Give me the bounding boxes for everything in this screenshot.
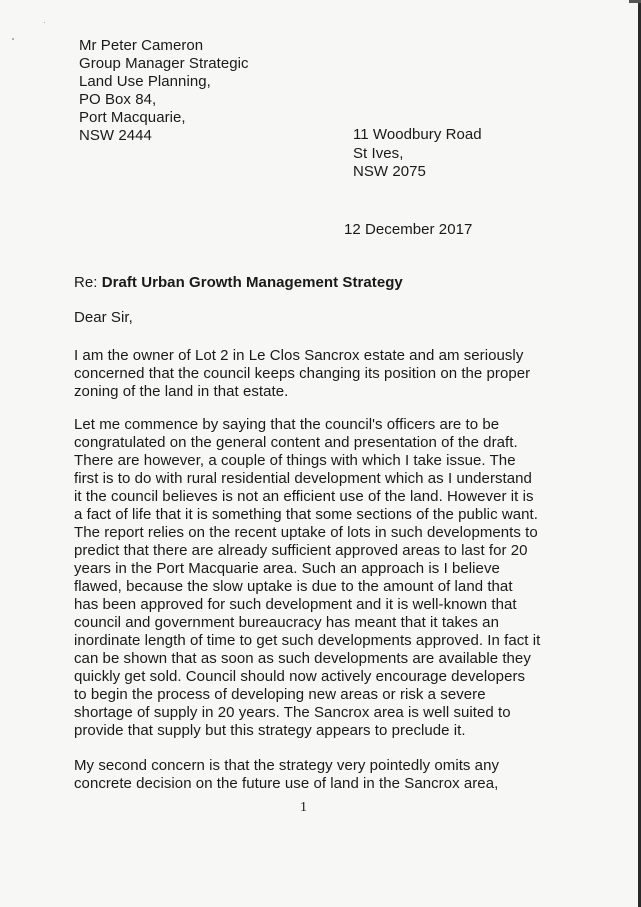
paragraph-line: first is to do with rural residential development which as I understand [74,470,532,487]
paragraph-line: to begin the process of developing new areas or risk a severe [74,686,486,703]
paragraph-line: concrete decision on the future use of land in the Sancrox area, [74,775,499,792]
paragraph-line: I am the owner of Lot 2 in Le Clos Sancrox estate and am seriously [74,347,524,364]
paragraph-line: shortage of supply in 20 years. The Sancrox area is well suited to [74,704,511,721]
subject-line [74,274,403,291]
paragraph-line: a fact of life that it is something that some sections of the public want. [74,506,538,523]
letter-date: 12 December 2017 [344,221,473,238]
scan-speck [12,38,14,40]
page-edge-corner [629,0,641,3]
paragraph-line: flawed, because the slow uptake is due to the amount of land that [74,578,513,595]
paragraph-line: council and government bureaucracy has meant that it takes an [74,614,499,631]
paragraph-line: There are however, a couple of things with which I take issue. The [74,452,516,469]
recipient-line: PO Box 84, [79,91,157,108]
sender-line: St Ives, [353,145,404,162]
paragraph-line: My second concern is that the strategy very pointedly omits any [74,757,500,774]
sender-line: 11 Woodbury Road [353,126,482,143]
paragraph-line: years in the Port Macquarie area. Such an approach is I believe [74,560,500,577]
paragraph-line: concerned that the council keeps changing its position on the proper [74,365,531,382]
paragraph-line: zoning of the land in that estate. [74,383,289,400]
recipient-line: Land Use Planning, [79,73,211,90]
page-number: 1 [300,800,307,815]
recipient-line: Mr Peter Cameron [79,37,204,54]
paragraph-line: quickly get sold. Council should now actively encourage developers [74,668,526,685]
paragraph-line: The report relies on the recent uptake of lots in such developments to [74,524,538,541]
recipient-line: NSW 2444 [79,127,152,144]
recipient-line: Group Manager Strategic [79,55,249,72]
paragraph-line: has been approved for such development and it is well-known that [74,596,517,613]
paragraph-line: predict that there are already sufficient approved areas to last for 20 [74,542,528,559]
paragraph-line: inordinate length of time to get such developments approved. In fact it [74,632,541,649]
paragraph-line: Let me commence by saying that the council's officers are to be [74,416,500,433]
subject-prefix: Re: [74,274,102,291]
sender-line: NSW 2075 [353,163,426,180]
subject-title: Draft Urban Growth Management Strategy [101,274,403,291]
paragraph-line: it the council believes is not an efficient use of the land. However it is [74,488,534,505]
scan-speck [44,22,45,23]
paragraph-line: congratulated on the general content and presentation of the draft. [74,434,518,451]
recipient-line: Port Macquarie, [79,109,186,126]
paragraph-line: provide that supply but this strategy appears to preclude it. [74,722,466,739]
salutation: Dear Sir, [74,309,133,326]
paragraph-line: can be shown that as soon as such developments are available they [74,650,531,667]
